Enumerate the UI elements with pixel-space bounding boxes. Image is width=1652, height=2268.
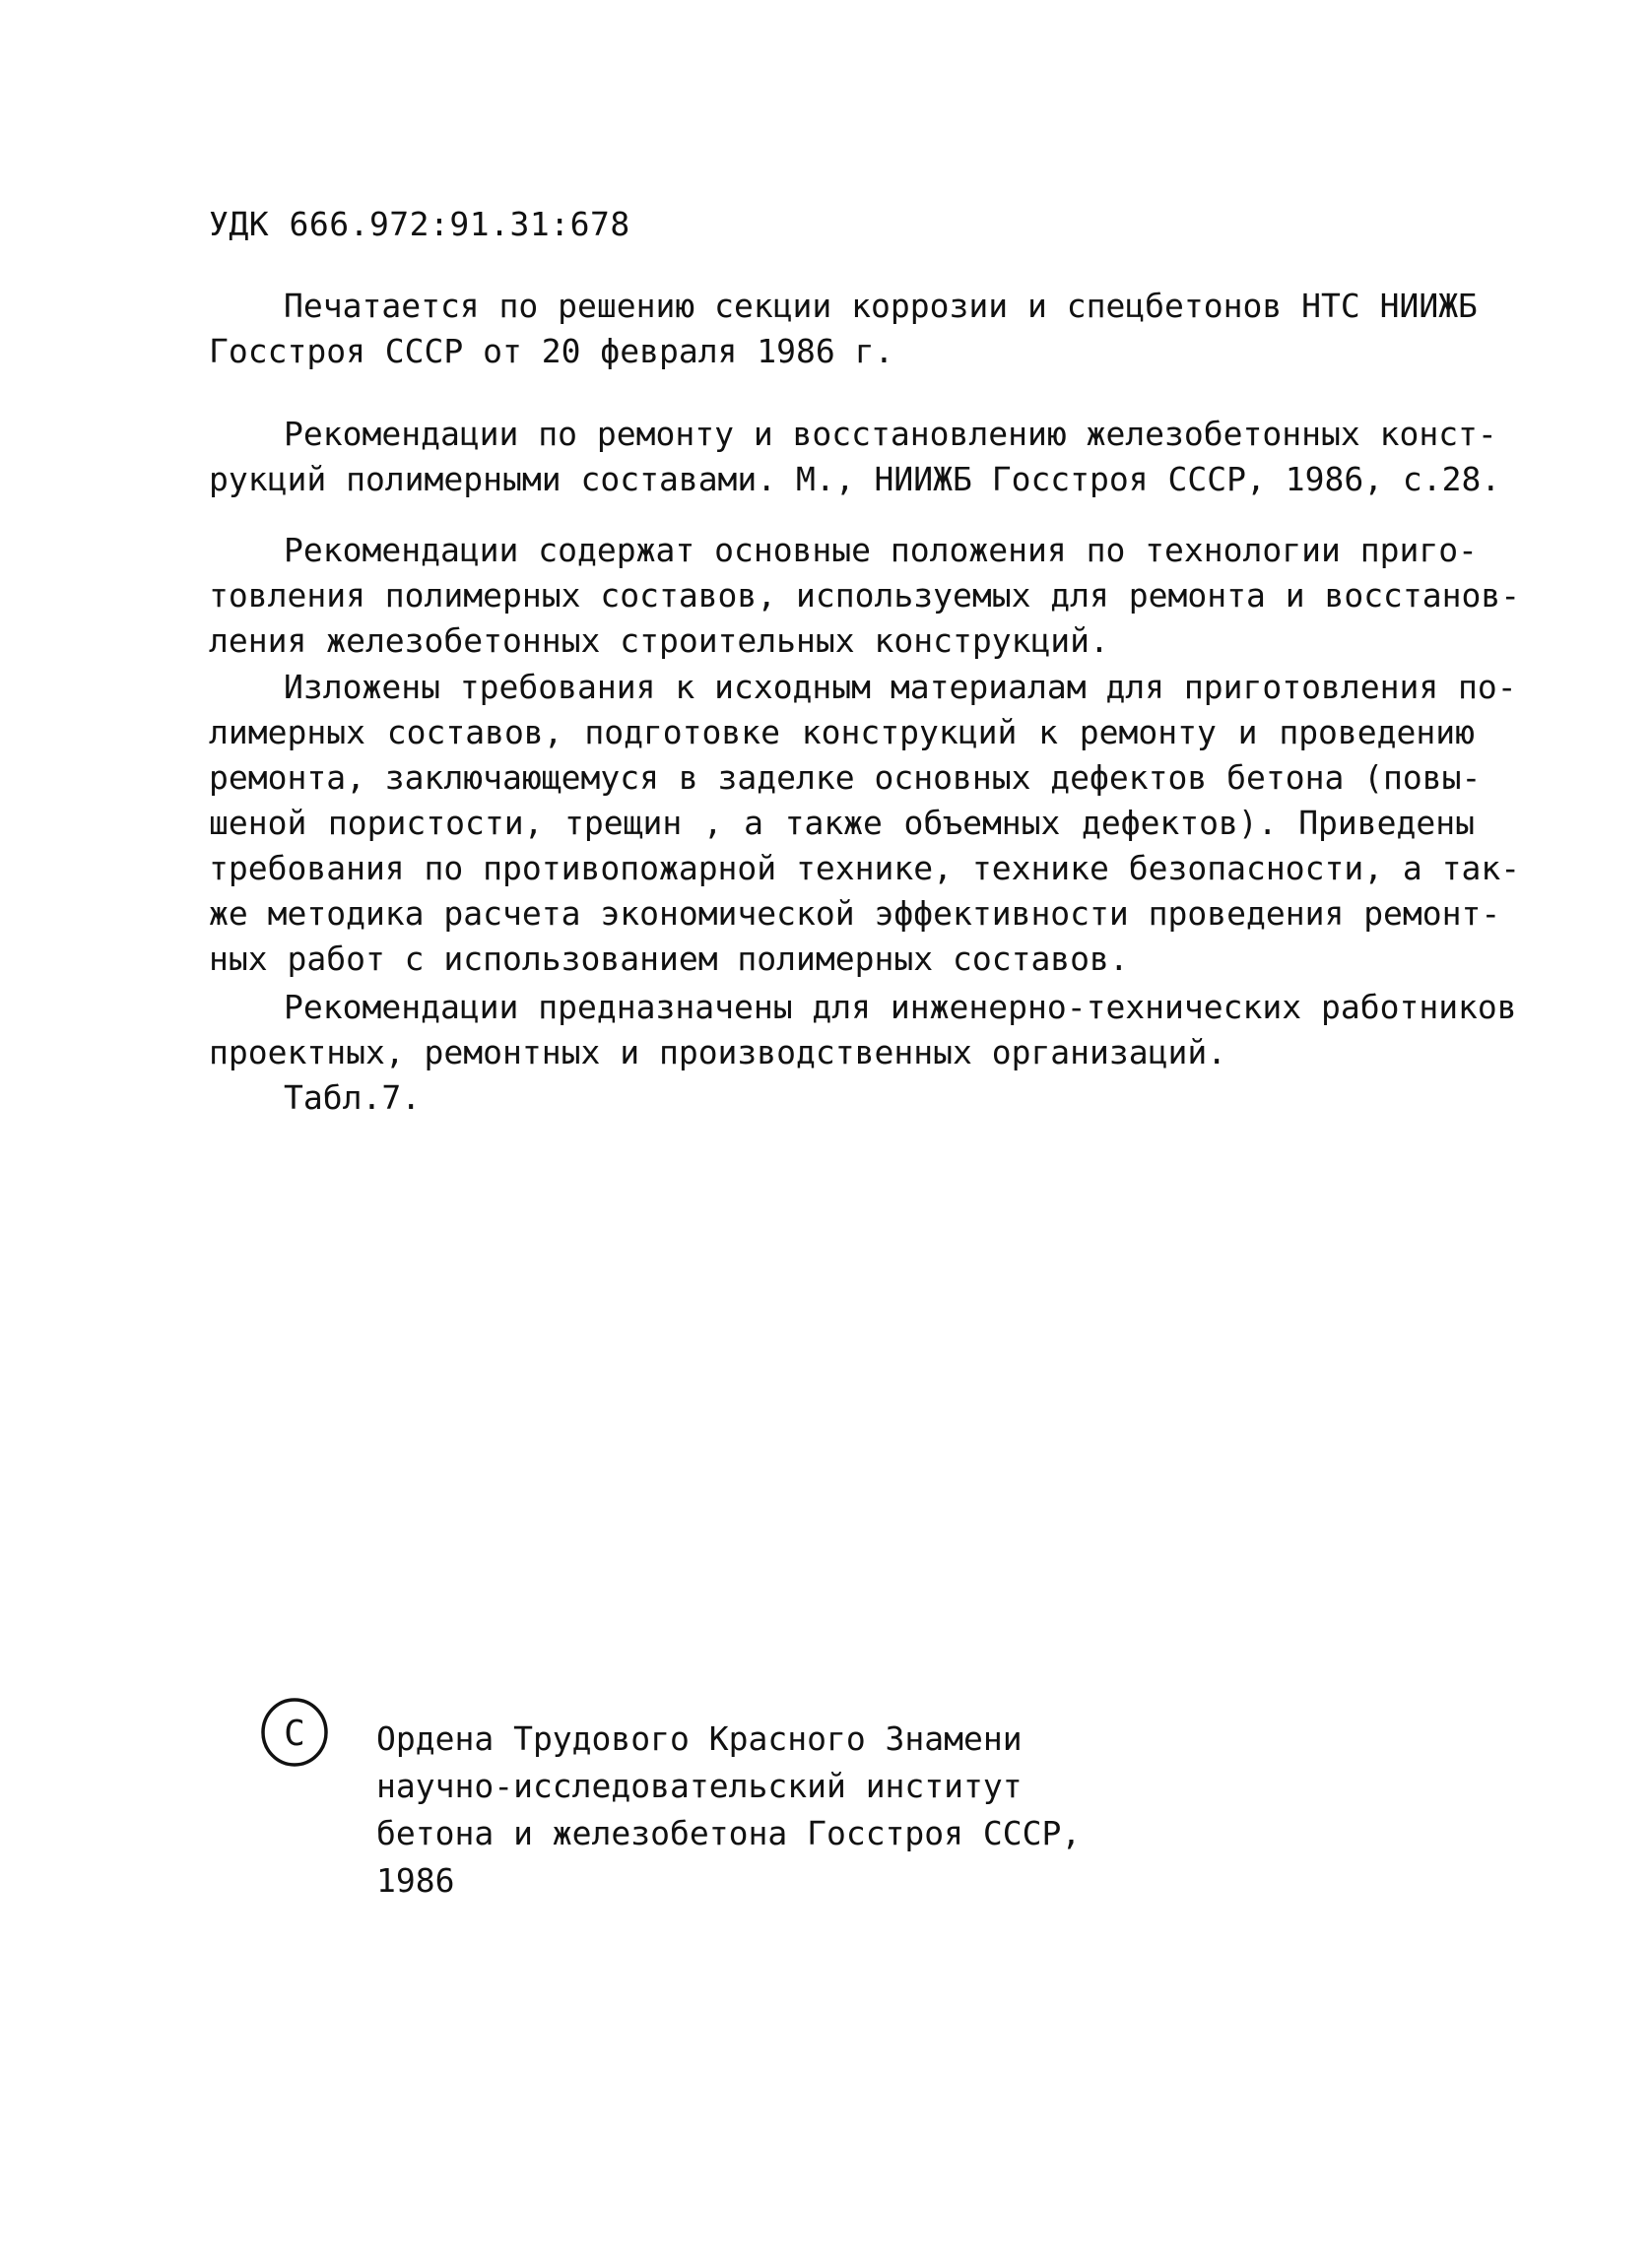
approval-note xyxy=(209,284,1478,374)
text-line: Печатается по решению секции коррозии и спецбетонов НТС НИИЖБ xyxy=(284,287,1478,325)
tables-count: Табл.7. xyxy=(284,1078,422,1117)
text-line: научно-исследовательский институт xyxy=(376,1767,1023,1805)
audience-paragraph xyxy=(209,985,1517,1121)
text-line: Госстроя СССР от 20 февраля 1986 г. xyxy=(209,332,894,370)
bibliographic-reference xyxy=(209,412,1501,502)
text-line: рукций полимерными составами. М., НИИЖБ Госстроя СССР, 1986, с.28. xyxy=(209,460,1501,498)
text-line: ремонта, заключающемуся в заделке основных дефектов бетона (повы- xyxy=(209,758,1482,797)
text-line: товления полимерных составов, используемых для ремонта и восстанов- xyxy=(209,576,1521,615)
text-line: ных работ с использованием полимерных составов. xyxy=(209,940,1129,978)
copyright-icon xyxy=(258,1696,331,1769)
text-line: Изложены требования к исходным материалам для приготовления по- xyxy=(284,668,1517,706)
abstract-paragraph-1 xyxy=(209,528,1521,664)
text-line: ления железобетонных строительных конструкций. xyxy=(209,621,1109,660)
publisher-organization xyxy=(376,1716,1081,1905)
abstract-paragraph-2 xyxy=(209,665,1521,982)
text-line: Рекомендации предназначены для инженерно-технических работников xyxy=(284,988,1517,1026)
udk-code: УДК 666.972:91.31:678 xyxy=(209,205,630,243)
text-line: Рекомендации по ремонту и восстановлению железобетонных конст- xyxy=(284,415,1497,453)
text-line: Ордена Трудового Красного Знамени xyxy=(376,1719,1023,1758)
text-line: Рекомендации содержат основные положения по технологии приго- xyxy=(284,531,1478,569)
text-line: лимерных составов, подготовке конструкций к ремонту и проведению xyxy=(209,713,1475,751)
text-line: требования по противопожарной технике, технике безопасности, а так- xyxy=(209,849,1521,887)
publication-year: 1986 xyxy=(376,1861,455,1900)
text-line: шеной пористости, трещин , а также объемных дефектов). Приведены xyxy=(209,804,1475,842)
text-line: же методика расчета экономической эффективности проведения ремонт- xyxy=(209,894,1501,933)
text-line: проектных, ремонтных и производственных организаций. xyxy=(209,1033,1227,1071)
copyright-letter: C xyxy=(284,1714,305,1754)
text-line: бетона и железобетона Госстроя СССР, xyxy=(376,1814,1082,1852)
